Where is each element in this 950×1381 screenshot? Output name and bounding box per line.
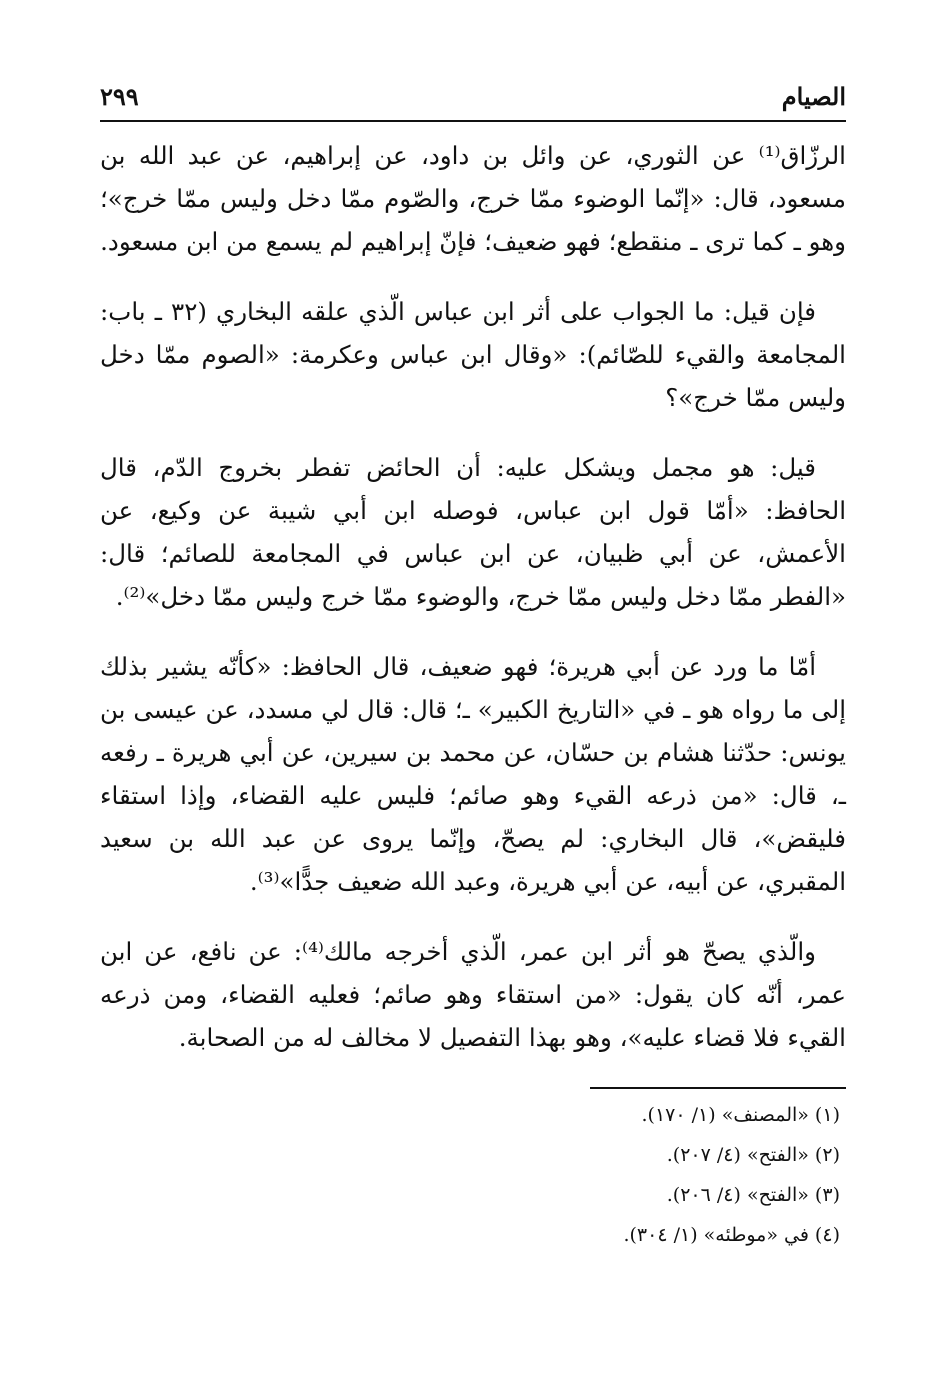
page-number: ٢٩٩ [100,82,139,111]
footnote-separator-wrap [100,1087,846,1089]
paragraph: فإن قيل: ما الجواب على أثر ابن عباس الّذي علقه البخاري (٣٢ ـ باب: المجامعة والقيء للصّائم): «وقال ابن عباس وعكرمة: «الصوم ممّا دخل وليس ممّا خرج»؟ [100,297,846,412]
document-page [100,76,846,1366]
paragraph: الرزّاق⁽¹⁾ عن الثوري، عن وائل بن داود، عن إبراهيم، عن عبد الله بن مسعود، قال: «إنّما الوضوء ممّا خرج، والصّوم ممّا دخل وليس ممّا خرج»؛ وهو ـ كما ترى ـ منقطع؛ فهو ضعيف؛ فإنّ إبراهيم لم يسمع من ابن مسعود. [100,141,846,256]
paragraph: أمّا ما ورد عن أبي هريرة؛ فهو ضعيف، قال الحافظ: «كأنّه يشير بذلك إلى ما رواه هو ـ في «التاريخ الكبير» ـ؛ قال: قال لي مسدد، عن عيسى بن يونس: حدّثنا هشام بن حسّان، عن محمد بن سيرين، عن أبي هريرة ـ رفعه ـ، قال: «من ذرعه القيء وهو صائم؛ فليس عليه القضاء، وإذا استقاء فليقض»، قال البخاري: لم يصحّ، وإنّما يروى عن عبد الله بن سعيد المقبري، عن أبيه، عن أبي هريرة، وعبد الله ضعيف جدًّا»⁽³⁾. [100,652,846,896]
footnotes [100,1095,846,1255]
footnote: (١) «المصنف» (١/ ١٧٠). [641,1104,840,1126]
footnote: (٤) في «موطئه» (١/ ٣٠٤). [623,1224,840,1246]
footnote: (٢) «الفتح» (٤/ ٢٠٧). [666,1144,840,1166]
page-header [100,76,846,122]
body-text [100,134,846,1059]
footnote-separator [590,1087,846,1089]
chapter-title: الصيام [781,82,846,111]
paragraph: والّذي يصحّ هو أثر ابن عمر، الّذي أخرجه مالك⁽⁴⁾: عن نافع، عن ابن عمر، أنّه كان يقول: «من استقاء وهو صائم؛ فعليه القضاء، ومن ذرعه القيء فلا قضاء عليه»، وهو بهذا التفصيل لا مخالف له من الصحابة. [100,937,846,1052]
paragraph: قيل: هو مجمل ويشكل عليه: أن الحائض تفطر بخروج الدّم، قال الحافظ: «أمّا قول ابن عباس، فوصله ابن أبي شيبة عن وكيع، عن الأعمش، عن أبي ظبيان، عن ابن عباس في المجامعة للصائم؛ قال: «الفطر ممّا دخل وليس ممّا خرج، والوضوء ممّا خرج وليس ممّا دخل»⁽²⁾. [100,453,846,611]
footnote: (٣) «الفتح» (٤/ ٢٠٦). [666,1184,840,1206]
